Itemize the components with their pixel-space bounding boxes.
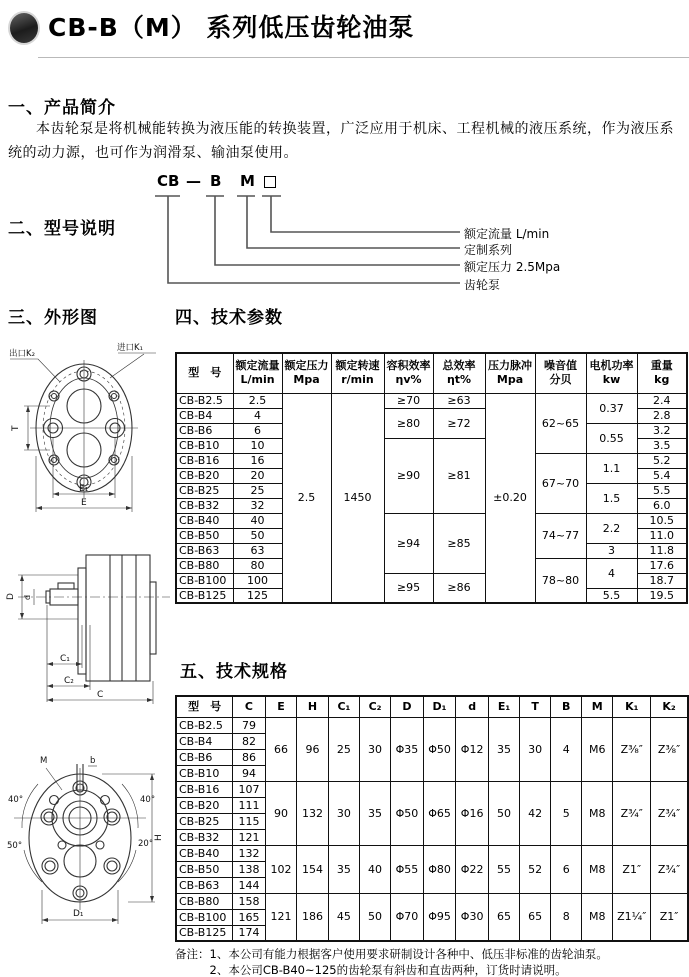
cell-C2: 35	[359, 781, 390, 845]
column-header: C₂	[359, 696, 390, 717]
front-view-drawing	[4, 336, 166, 522]
cell-T: 52	[520, 845, 551, 893]
section-5-heading: 五、技术规格	[180, 662, 288, 682]
cell-E1: 65	[488, 893, 519, 941]
cell-flow: 4	[233, 408, 282, 423]
cell-B: 5	[551, 781, 582, 845]
cell-vol_eff: ≥70	[384, 393, 433, 408]
front-dim-e1: E₁	[79, 484, 89, 494]
note-line-2: 2、本公司CB-B40~125的齿轮泵有斜齿和直齿两种，订货时请说明。	[209, 963, 567, 977]
cell-weight: 18.7	[637, 573, 687, 588]
cell-vol_eff: ≥94	[384, 513, 433, 573]
column-header: d	[456, 696, 489, 717]
cell-noise: 62~65	[535, 393, 586, 453]
cell-C1: 45	[328, 893, 359, 941]
rear-dim-m: M	[40, 756, 48, 766]
cell-K1: Z1″	[613, 845, 651, 893]
cell-vol_eff: ≥80	[384, 408, 433, 438]
cell-tot_eff: ≥81	[433, 438, 485, 513]
cell-d: Φ16	[456, 781, 489, 845]
cell-K2: Z³⁄₄″	[651, 781, 688, 845]
cell-B: 4	[551, 717, 582, 781]
cell-weight: 5.4	[637, 468, 687, 483]
cell-model: CB-B32	[176, 829, 233, 845]
cell-model: CB-B100	[176, 909, 233, 925]
rear-dim-b: b	[90, 756, 96, 766]
side-view-drawing	[0, 520, 176, 712]
cell-weight: 2.4	[637, 393, 687, 408]
intro-paragraph: 本齿轮泵是将机械能转换为液压能的转换装置，广泛应用于机床、工程机械的液压系统，作为液压系统的动力源，也可作为润滑泵、输油泵使用。	[8, 121, 674, 161]
cell-model: CB-B40	[176, 845, 233, 861]
cell-M: M8	[582, 893, 613, 941]
model-label-pressure: 额定压力 2.5Mpa	[464, 260, 561, 274]
cell-C: 121	[233, 829, 266, 845]
column-header: 总效率 ηt%	[433, 353, 485, 393]
column-header: 额定转速 r/min	[331, 353, 384, 393]
cell-C2: 50	[359, 893, 390, 941]
cell-C: 138	[233, 861, 266, 877]
side-dim-c: C	[97, 690, 104, 700]
technical-parameters-table	[175, 352, 688, 604]
section-2-heading: 二、型号说明	[8, 219, 116, 239]
cell-pressure: 2.5	[282, 393, 331, 603]
model-label-pump: 齿轮泵	[464, 278, 501, 292]
cell-flow: 40	[233, 513, 282, 528]
cell-C: 165	[233, 909, 266, 925]
cell-C: 86	[233, 749, 266, 765]
cell-weight: 11.8	[637, 543, 687, 558]
rear-view-drawing	[2, 750, 168, 952]
cell-flow: 100	[233, 573, 282, 588]
rear-angle-50: 50°	[7, 841, 23, 851]
cell-weight: 2.8	[637, 408, 687, 423]
cell-power: 4	[586, 558, 637, 588]
cell-model: CB-B125	[176, 925, 233, 941]
notes-block	[175, 946, 687, 977]
column-header: 电机功率 kw	[586, 353, 637, 393]
column-header: 额定流量 L/min	[233, 353, 282, 393]
cell-flow: 125	[233, 588, 282, 603]
cell-model: CB-B40	[176, 513, 233, 528]
table-row	[176, 513, 687, 528]
column-header: C₁	[328, 696, 359, 717]
cell-C1: 25	[328, 717, 359, 781]
cell-C: 144	[233, 877, 266, 893]
cell-D: Φ50	[391, 781, 424, 845]
cell-d: Φ22	[456, 845, 489, 893]
cell-model: CB-B20	[176, 468, 233, 483]
cell-H: 132	[297, 781, 329, 845]
cell-flow: 32	[233, 498, 282, 513]
cell-M: M6	[582, 717, 613, 781]
cell-power: 3	[586, 543, 637, 558]
rear-dim-d1: D₁	[73, 909, 84, 919]
column-header: 重量 kg	[637, 353, 687, 393]
cell-tot_eff: ≥72	[433, 408, 485, 438]
rear-angle-20: 20°	[138, 839, 154, 849]
column-header: 型 号	[176, 696, 233, 717]
model-token-cb: CB	[157, 172, 180, 190]
column-header: E₁	[488, 696, 519, 717]
cell-C: 174	[233, 925, 266, 941]
column-header: B	[551, 696, 582, 717]
cell-model: CB-B4	[176, 733, 233, 749]
cell-model: CB-B63	[176, 877, 233, 893]
column-header: T	[520, 696, 551, 717]
column-header: C	[233, 696, 266, 717]
cell-D1: Φ50	[423, 717, 456, 781]
rear-angle-40-left: 40°	[8, 795, 24, 805]
cell-d: Φ12	[456, 717, 489, 781]
cell-noise: 74~77	[535, 513, 586, 558]
cell-K1: Z1¹⁄₄″	[613, 893, 651, 941]
front-dim-t: T	[11, 425, 21, 431]
cell-model: CB-B63	[176, 543, 233, 558]
cell-model: CB-B20	[176, 797, 233, 813]
column-header: 额定压力 Mpa	[282, 353, 331, 393]
cell-model: CB-B6	[176, 749, 233, 765]
table-row	[176, 781, 688, 797]
cell-model: CB-B2.5	[176, 717, 233, 733]
cell-weight: 19.5	[637, 588, 687, 603]
side-dim-d: d	[23, 594, 32, 600]
cell-K2: Z1″	[651, 893, 688, 941]
cell-D1: Φ95	[423, 893, 456, 941]
cell-flow: 20	[233, 468, 282, 483]
cell-flow: 10	[233, 438, 282, 453]
page-title: CB-B（M） 系列低压齿轮油泵	[48, 13, 415, 42]
cell-model: CB-B25	[176, 813, 233, 829]
cell-D: Φ55	[391, 845, 424, 893]
cell-E1: 50	[488, 781, 519, 845]
cell-E: 121	[265, 893, 297, 941]
cell-weight: 10.5	[637, 513, 687, 528]
cell-model: CB-B32	[176, 498, 233, 513]
cell-model: CB-B10	[176, 765, 233, 781]
notes-lines	[210, 946, 608, 977]
cell-model: CB-B4	[176, 408, 233, 423]
cell-C2: 30	[359, 717, 390, 781]
cell-K1: Z³⁄₈″	[613, 717, 651, 781]
cell-weight: 6.0	[637, 498, 687, 513]
cell-C: 79	[233, 717, 266, 733]
cell-vol_eff: ≥90	[384, 438, 433, 513]
side-dim-c1: C₁	[60, 654, 70, 664]
cell-H: 96	[297, 717, 329, 781]
cell-weight: 5.5	[637, 483, 687, 498]
cell-flow: 2.5	[233, 393, 282, 408]
front-label-outlet: 出口K₂	[9, 349, 35, 359]
column-header: K₁	[613, 696, 651, 717]
column-header: M	[582, 696, 613, 717]
cell-H: 154	[297, 845, 329, 893]
column-header: 噪音值 分贝	[535, 353, 586, 393]
cell-D: Φ35	[391, 717, 424, 781]
cell-model: CB-B16	[176, 781, 233, 797]
cell-model: CB-B25	[176, 483, 233, 498]
cell-C1: 30	[328, 781, 359, 845]
note-line-1: 1、本公司有能力根据客户使用要求研制设计各种中、低压非标准的齿轮油泵。	[209, 947, 608, 961]
cell-weight: 3.5	[637, 438, 687, 453]
section-4-heading: 四、技术参数	[175, 308, 283, 328]
cell-B: 8	[551, 893, 582, 941]
cell-weight: 11.0	[637, 528, 687, 543]
cell-model: CB-B10	[176, 438, 233, 453]
cell-d: Φ30	[456, 893, 489, 941]
cell-T: 30	[520, 717, 551, 781]
column-header: D	[391, 696, 424, 717]
cell-model: CB-B80	[176, 558, 233, 573]
cell-power: 0.37	[586, 393, 637, 423]
cell-K2: Z³⁄₄″	[651, 845, 688, 893]
cell-tot_eff: ≥63	[433, 393, 485, 408]
cell-E1: 35	[488, 717, 519, 781]
column-header: K₂	[651, 696, 688, 717]
technical-specifications-table	[175, 695, 689, 942]
table-row	[176, 393, 687, 408]
notes-prefix: 备注：	[175, 947, 210, 961]
cell-model: CB-B100	[176, 573, 233, 588]
cell-D: Φ70	[391, 893, 424, 941]
cell-T: 65	[520, 893, 551, 941]
cell-C: 82	[233, 733, 266, 749]
title-rule	[38, 57, 689, 58]
front-dim-e: E	[81, 498, 87, 508]
cell-tot_eff: ≥86	[433, 573, 485, 603]
cell-power: 5.5	[586, 588, 637, 603]
cell-B: 6	[551, 845, 582, 893]
cell-speed: 1450	[331, 393, 384, 603]
cell-power: 2.2	[586, 513, 637, 543]
cell-noise: 78~80	[535, 558, 586, 603]
cell-E: 90	[265, 781, 297, 845]
side-dim-d-cap: D	[6, 593, 16, 600]
header-row	[176, 696, 688, 717]
column-header: E	[265, 696, 297, 717]
header-row	[176, 353, 687, 393]
cell-T: 42	[520, 781, 551, 845]
cell-K2: Z³⁄₈″	[651, 717, 688, 781]
model-label-series: 定制系列	[464, 243, 513, 257]
cell-model: CB-B2.5	[176, 393, 233, 408]
cell-C: 111	[233, 797, 266, 813]
cell-flow: 80	[233, 558, 282, 573]
cell-flow: 50	[233, 528, 282, 543]
cell-D1: Φ80	[423, 845, 456, 893]
cell-E: 102	[265, 845, 297, 893]
column-header: D₁	[423, 696, 456, 717]
cell-C2: 40	[359, 845, 390, 893]
model-label-flow: 额定流量 L/min	[464, 227, 550, 241]
section-3-heading: 三、外形图	[8, 308, 98, 328]
cell-E1: 55	[488, 845, 519, 893]
cell-power: 1.1	[586, 453, 637, 483]
cell-C: 107	[233, 781, 266, 797]
cell-model: CB-B6	[176, 423, 233, 438]
cell-weight: 17.6	[637, 558, 687, 573]
model-token-b: B	[210, 172, 222, 190]
cell-flow: 6	[233, 423, 282, 438]
column-header: 容积效率 ηv%	[384, 353, 433, 393]
cell-power: 1.5	[586, 483, 637, 513]
cell-vol_eff: ≥95	[384, 573, 433, 603]
cell-pulse: ±0.20	[485, 393, 535, 603]
cell-H: 186	[297, 893, 329, 941]
cell-C: 132	[233, 845, 266, 861]
front-label-inlet: 进口K₁	[117, 343, 143, 353]
cell-model: CB-B125	[176, 588, 233, 603]
model-token-m: M	[240, 172, 255, 190]
cell-model: CB-B50	[176, 528, 233, 543]
cell-tot_eff: ≥85	[433, 513, 485, 573]
cell-model: CB-B16	[176, 453, 233, 468]
rear-dim-h: H	[154, 834, 164, 841]
section-1-heading: 一、产品简介	[8, 98, 116, 118]
column-header: H	[297, 696, 329, 717]
cell-M: M8	[582, 781, 613, 845]
cell-model: CB-B50	[176, 861, 233, 877]
cell-D1: Φ65	[423, 781, 456, 845]
rear-angle-40-right: 40°	[140, 795, 156, 805]
cell-flow: 16	[233, 453, 282, 468]
cell-M: M8	[582, 845, 613, 893]
cell-flow: 25	[233, 483, 282, 498]
cell-K1: Z³⁄₄″	[613, 781, 651, 845]
cell-weight: 5.2	[637, 453, 687, 468]
table-row	[176, 893, 688, 909]
table-row	[176, 717, 688, 733]
cell-E: 66	[265, 717, 297, 781]
cell-C1: 35	[328, 845, 359, 893]
side-dim-c2: C₂	[64, 676, 74, 686]
model-placeholder-box	[264, 176, 276, 188]
cell-noise: 67~70	[535, 453, 586, 513]
brand-dot-icon	[8, 11, 40, 45]
cell-weight: 3.2	[637, 423, 687, 438]
table-row	[176, 845, 688, 861]
cell-flow: 63	[233, 543, 282, 558]
cell-C: 115	[233, 813, 266, 829]
model-token-dash: —	[186, 172, 201, 190]
column-header: 压力脉冲 Mpa	[485, 353, 535, 393]
cell-model: CB-B80	[176, 893, 233, 909]
column-header: 型 号	[176, 353, 233, 393]
cell-power: 0.55	[586, 423, 637, 453]
cell-C: 94	[233, 765, 266, 781]
model-code-connector-lines	[150, 190, 480, 295]
cell-C: 158	[233, 893, 266, 909]
